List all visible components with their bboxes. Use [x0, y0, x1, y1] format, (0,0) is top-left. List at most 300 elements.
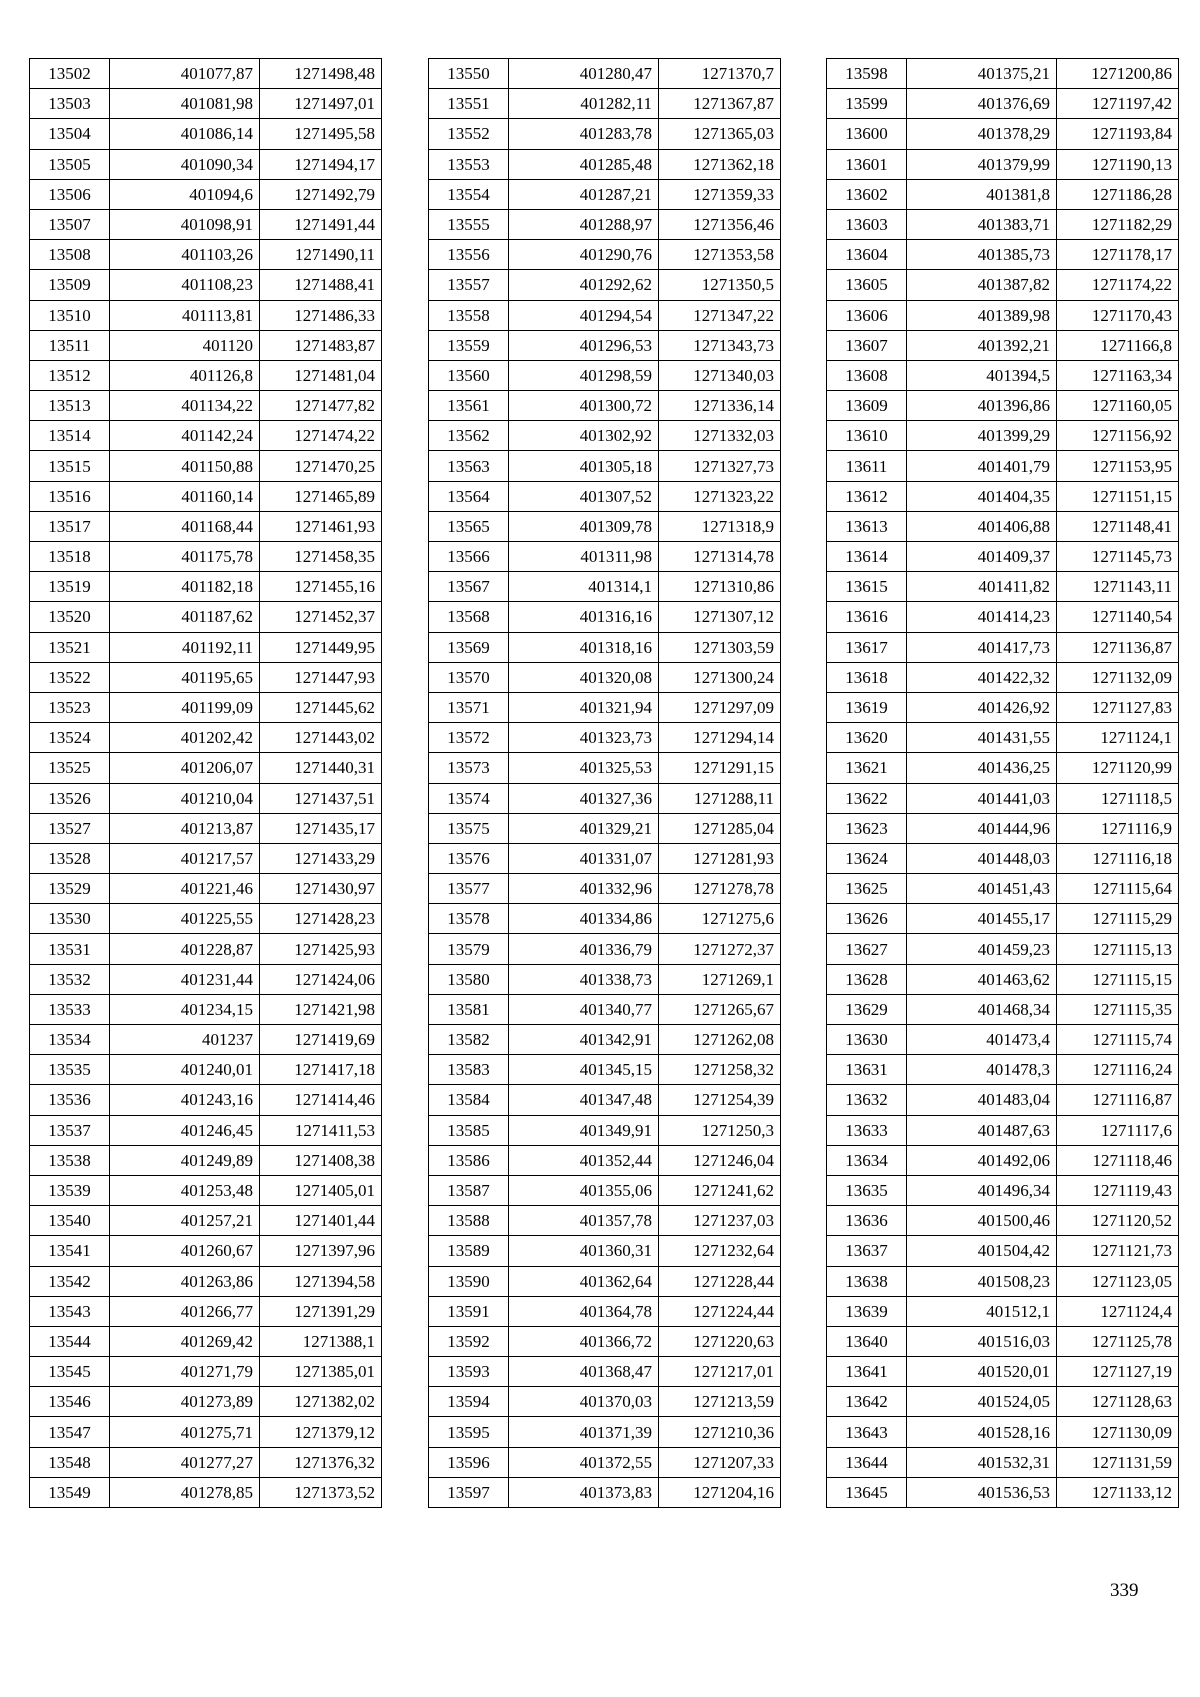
y-coordinate-cell: 1271217,01	[659, 1357, 781, 1387]
table-row	[30, 1236, 382, 1266]
x-coordinate-cell: 401459,23	[907, 934, 1057, 964]
y-coordinate-cell: 1271115,64	[1057, 874, 1179, 904]
y-coordinate-cell: 1271443,02	[260, 723, 382, 753]
x-coordinate-cell: 401168,44	[110, 511, 260, 541]
y-coordinate-cell: 1271118,46	[1057, 1145, 1179, 1175]
point-number-cell: 13577	[429, 874, 509, 904]
y-coordinate-cell: 1271124,4	[1057, 1296, 1179, 1326]
y-coordinate-cell: 1271310,86	[659, 572, 781, 602]
y-coordinate-cell: 1271153,95	[1057, 451, 1179, 481]
y-coordinate-cell: 1271132,09	[1057, 662, 1179, 692]
y-coordinate-cell: 1271373,52	[260, 1477, 382, 1507]
y-coordinate-cell: 1271421,98	[260, 994, 382, 1024]
x-coordinate-cell: 401210,04	[110, 783, 260, 813]
y-coordinate-cell: 1271494,17	[260, 149, 382, 179]
point-number-cell: 13521	[30, 632, 110, 662]
table-row	[30, 1266, 382, 1296]
point-number-cell: 13522	[30, 662, 110, 692]
table-row	[827, 1145, 1179, 1175]
y-coordinate-cell: 1271437,51	[260, 783, 382, 813]
point-number-cell: 13610	[827, 421, 907, 451]
x-coordinate-cell: 401362,64	[509, 1266, 659, 1296]
y-coordinate-cell: 1271447,93	[260, 662, 382, 692]
table-row	[827, 1477, 1179, 1507]
y-coordinate-cell: 1271347,22	[659, 300, 781, 330]
x-coordinate-cell: 401406,88	[907, 511, 1057, 541]
x-coordinate-cell: 401487,63	[907, 1115, 1057, 1145]
y-coordinate-cell: 1271455,16	[260, 572, 382, 602]
point-number-cell: 13645	[827, 1477, 907, 1507]
y-coordinate-cell: 1271133,12	[1057, 1477, 1179, 1507]
y-coordinate-cell: 1271160,05	[1057, 391, 1179, 421]
table-row	[30, 1055, 382, 1085]
x-coordinate-cell: 401392,21	[907, 330, 1057, 360]
point-number-cell: 13642	[827, 1387, 907, 1417]
x-coordinate-cell: 401160,14	[110, 481, 260, 511]
table-row	[429, 1296, 781, 1326]
x-coordinate-cell: 401237	[110, 1025, 260, 1055]
y-coordinate-cell: 1271272,37	[659, 934, 781, 964]
y-coordinate-cell: 1271417,18	[260, 1055, 382, 1085]
y-coordinate-cell: 1271307,12	[659, 602, 781, 632]
y-coordinate-cell: 1271116,9	[1057, 813, 1179, 843]
x-coordinate-cell: 401213,87	[110, 813, 260, 843]
y-coordinate-cell: 1271323,22	[659, 481, 781, 511]
y-coordinate-cell: 1271425,93	[260, 934, 382, 964]
y-coordinate-cell: 1271254,39	[659, 1085, 781, 1115]
x-coordinate-cell: 401532,31	[907, 1447, 1057, 1477]
table-row	[827, 330, 1179, 360]
point-number-cell: 13517	[30, 511, 110, 541]
table-row	[30, 511, 382, 541]
y-coordinate-cell: 1271186,28	[1057, 179, 1179, 209]
x-coordinate-cell: 401409,37	[907, 542, 1057, 572]
y-coordinate-cell: 1271182,29	[1057, 209, 1179, 239]
x-coordinate-cell: 401336,79	[509, 934, 659, 964]
x-coordinate-cell: 401273,89	[110, 1387, 260, 1417]
y-coordinate-cell: 1271288,11	[659, 783, 781, 813]
point-number-cell: 13541	[30, 1236, 110, 1266]
x-coordinate-cell: 401334,86	[509, 904, 659, 934]
point-number-cell: 13546	[30, 1387, 110, 1417]
point-number-cell: 13512	[30, 360, 110, 390]
y-coordinate-cell: 1271490,11	[260, 240, 382, 270]
x-coordinate-cell: 401175,78	[110, 542, 260, 572]
table-row	[30, 59, 382, 89]
x-coordinate-cell: 401329,21	[509, 813, 659, 843]
point-number-cell: 13585	[429, 1115, 509, 1145]
y-coordinate-cell: 1271405,01	[260, 1175, 382, 1205]
x-coordinate-cell: 401221,46	[110, 874, 260, 904]
table-row	[827, 270, 1179, 300]
table-row	[429, 451, 781, 481]
table-row	[827, 1206, 1179, 1236]
x-coordinate-cell: 401368,47	[509, 1357, 659, 1387]
y-coordinate-cell: 1271232,64	[659, 1236, 781, 1266]
table-row	[30, 572, 382, 602]
y-coordinate-cell: 1271151,15	[1057, 481, 1179, 511]
y-coordinate-cell: 1271445,62	[260, 692, 382, 722]
y-coordinate-cell: 1271474,22	[260, 421, 382, 451]
table-row	[429, 753, 781, 783]
point-number-cell: 13600	[827, 119, 907, 149]
y-coordinate-cell: 1271228,44	[659, 1266, 781, 1296]
point-number-cell: 13509	[30, 270, 110, 300]
y-coordinate-cell: 1271481,04	[260, 360, 382, 390]
point-number-cell: 13503	[30, 89, 110, 119]
table-row	[429, 813, 781, 843]
y-coordinate-cell: 1271262,08	[659, 1025, 781, 1055]
point-number-cell: 13518	[30, 542, 110, 572]
x-coordinate-cell: 401448,03	[907, 843, 1057, 873]
y-coordinate-cell: 1271265,67	[659, 994, 781, 1024]
table-row	[30, 874, 382, 904]
point-number-cell: 13573	[429, 753, 509, 783]
y-coordinate-cell: 1271197,42	[1057, 89, 1179, 119]
table-row	[429, 692, 781, 722]
y-coordinate-cell: 1271470,25	[260, 451, 382, 481]
point-number-cell: 13588	[429, 1206, 509, 1236]
point-number-cell: 13619	[827, 692, 907, 722]
table-row	[429, 632, 781, 662]
table-row	[827, 602, 1179, 632]
y-coordinate-cell: 1271115,15	[1057, 964, 1179, 994]
x-coordinate-cell: 401492,06	[907, 1145, 1057, 1175]
y-coordinate-cell: 1271314,78	[659, 542, 781, 572]
y-coordinate-cell: 1271128,63	[1057, 1387, 1179, 1417]
point-number-cell: 13578	[429, 904, 509, 934]
x-coordinate-cell: 401417,73	[907, 632, 1057, 662]
table-row	[827, 360, 1179, 390]
table-row	[30, 1417, 382, 1447]
x-coordinate-cell: 401266,77	[110, 1296, 260, 1326]
point-number-cell: 13572	[429, 723, 509, 753]
point-number-cell: 13566	[429, 542, 509, 572]
x-coordinate-cell: 401282,11	[509, 89, 659, 119]
x-coordinate-cell: 401347,48	[509, 1085, 659, 1115]
table-row	[429, 1085, 781, 1115]
point-number-cell: 13560	[429, 360, 509, 390]
table-row	[827, 1296, 1179, 1326]
y-coordinate-cell: 1271174,22	[1057, 270, 1179, 300]
x-coordinate-cell: 401260,67	[110, 1236, 260, 1266]
table-row	[429, 964, 781, 994]
y-coordinate-cell: 1271297,09	[659, 692, 781, 722]
table-row	[30, 209, 382, 239]
x-coordinate-cell: 401287,21	[509, 179, 659, 209]
y-coordinate-cell: 1271408,38	[260, 1145, 382, 1175]
table-row	[30, 451, 382, 481]
x-coordinate-cell: 401342,91	[509, 1025, 659, 1055]
table-row	[30, 994, 382, 1024]
y-coordinate-cell: 1271116,87	[1057, 1085, 1179, 1115]
x-coordinate-cell: 401081,98	[110, 89, 260, 119]
coordinate-table-3	[826, 58, 1179, 1508]
table-row	[429, 1387, 781, 1417]
y-coordinate-cell: 1271156,92	[1057, 421, 1179, 451]
x-coordinate-cell: 401338,73	[509, 964, 659, 994]
table-row	[429, 179, 781, 209]
y-coordinate-cell: 1271278,78	[659, 874, 781, 904]
table-row	[429, 1115, 781, 1145]
y-coordinate-cell: 1271130,09	[1057, 1417, 1179, 1447]
point-number-cell: 13570	[429, 662, 509, 692]
point-number-cell: 13589	[429, 1236, 509, 1266]
x-coordinate-cell: 401381,8	[907, 179, 1057, 209]
x-coordinate-cell: 401290,76	[509, 240, 659, 270]
y-coordinate-cell: 1271397,96	[260, 1236, 382, 1266]
x-coordinate-cell: 401305,18	[509, 451, 659, 481]
table-row	[827, 904, 1179, 934]
x-coordinate-cell: 401225,55	[110, 904, 260, 934]
page-number: 339	[1110, 1580, 1139, 1601]
y-coordinate-cell: 1271125,78	[1057, 1326, 1179, 1356]
y-coordinate-cell: 1271143,11	[1057, 572, 1179, 602]
y-coordinate-cell: 1271116,24	[1057, 1055, 1179, 1085]
y-coordinate-cell: 1271148,41	[1057, 511, 1179, 541]
point-number-cell: 13508	[30, 240, 110, 270]
table-row	[827, 1115, 1179, 1145]
x-coordinate-cell: 401340,77	[509, 994, 659, 1024]
point-number-cell: 13524	[30, 723, 110, 753]
point-number-cell: 13616	[827, 602, 907, 632]
table-row	[429, 1266, 781, 1296]
point-number-cell: 13575	[429, 813, 509, 843]
x-coordinate-cell: 401285,48	[509, 149, 659, 179]
x-coordinate-cell: 401307,52	[509, 481, 659, 511]
y-coordinate-cell: 1271340,03	[659, 360, 781, 390]
table-row	[429, 904, 781, 934]
table-row	[429, 1357, 781, 1387]
table-row	[827, 1236, 1179, 1266]
y-coordinate-cell: 1271120,52	[1057, 1206, 1179, 1236]
point-number-cell: 13525	[30, 753, 110, 783]
point-number-cell: 13581	[429, 994, 509, 1024]
y-coordinate-cell: 1271465,89	[260, 481, 382, 511]
point-number-cell: 13507	[30, 209, 110, 239]
table-row	[827, 1266, 1179, 1296]
y-coordinate-cell: 1271300,24	[659, 662, 781, 692]
point-number-cell: 13583	[429, 1055, 509, 1085]
x-coordinate-cell: 401357,78	[509, 1206, 659, 1236]
table-row	[30, 904, 382, 934]
x-coordinate-cell: 401113,81	[110, 300, 260, 330]
y-coordinate-cell: 1271433,29	[260, 843, 382, 873]
x-coordinate-cell: 401375,21	[907, 59, 1057, 89]
y-coordinate-cell: 1271220,63	[659, 1326, 781, 1356]
table-row	[30, 1025, 382, 1055]
x-coordinate-cell: 401275,71	[110, 1417, 260, 1447]
x-coordinate-cell: 401263,86	[110, 1266, 260, 1296]
x-coordinate-cell: 401376,69	[907, 89, 1057, 119]
table-row	[30, 421, 382, 451]
point-number-cell: 13624	[827, 843, 907, 873]
point-number-cell: 13550	[429, 59, 509, 89]
table-row	[30, 542, 382, 572]
x-coordinate-cell: 401292,62	[509, 270, 659, 300]
point-number-cell: 13626	[827, 904, 907, 934]
table-row	[30, 240, 382, 270]
y-coordinate-cell: 1271327,73	[659, 451, 781, 481]
y-coordinate-cell: 1271382,02	[260, 1387, 382, 1417]
point-number-cell: 13574	[429, 783, 509, 813]
table-row	[429, 874, 781, 904]
y-coordinate-cell: 1271124,1	[1057, 723, 1179, 753]
x-coordinate-cell: 401473,4	[907, 1025, 1057, 1055]
x-coordinate-cell: 401327,36	[509, 783, 659, 813]
table-row	[429, 1417, 781, 1447]
point-number-cell: 13598	[827, 59, 907, 89]
point-number-cell: 13615	[827, 572, 907, 602]
table-row	[827, 149, 1179, 179]
point-number-cell: 13580	[429, 964, 509, 994]
table-row	[429, 994, 781, 1024]
y-coordinate-cell: 1271370,7	[659, 59, 781, 89]
point-number-cell: 13515	[30, 451, 110, 481]
table-row	[30, 934, 382, 964]
table-row	[30, 964, 382, 994]
table-row	[827, 723, 1179, 753]
table-row	[30, 813, 382, 843]
y-coordinate-cell: 1271115,29	[1057, 904, 1179, 934]
point-number-cell: 13544	[30, 1326, 110, 1356]
y-coordinate-cell: 1271275,6	[659, 904, 781, 934]
point-number-cell: 13639	[827, 1296, 907, 1326]
x-coordinate-cell: 401234,15	[110, 994, 260, 1024]
point-number-cell: 13540	[30, 1206, 110, 1236]
x-coordinate-cell: 401364,78	[509, 1296, 659, 1326]
y-coordinate-cell: 1271166,8	[1057, 330, 1179, 360]
point-number-cell: 13591	[429, 1296, 509, 1326]
table-row	[827, 1175, 1179, 1205]
point-number-cell: 13627	[827, 934, 907, 964]
x-coordinate-cell: 401300,72	[509, 391, 659, 421]
table-row	[30, 149, 382, 179]
y-coordinate-cell: 1271343,73	[659, 330, 781, 360]
x-coordinate-cell: 401404,35	[907, 481, 1057, 511]
y-coordinate-cell: 1271115,13	[1057, 934, 1179, 964]
point-number-cell: 13561	[429, 391, 509, 421]
table-row	[827, 632, 1179, 662]
x-coordinate-cell: 401296,53	[509, 330, 659, 360]
x-coordinate-cell: 401283,78	[509, 119, 659, 149]
y-coordinate-cell: 1271246,04	[659, 1145, 781, 1175]
point-number-cell: 13636	[827, 1206, 907, 1236]
x-coordinate-cell: 401426,92	[907, 692, 1057, 722]
point-number-cell: 13622	[827, 783, 907, 813]
table-row	[827, 874, 1179, 904]
y-coordinate-cell: 1271116,18	[1057, 843, 1179, 873]
y-coordinate-cell: 1271136,87	[1057, 632, 1179, 662]
table-row	[827, 753, 1179, 783]
x-coordinate-cell: 401360,31	[509, 1236, 659, 1266]
y-coordinate-cell: 1271237,03	[659, 1206, 781, 1236]
point-number-cell: 13632	[827, 1085, 907, 1115]
point-number-cell: 13554	[429, 179, 509, 209]
table-row	[429, 421, 781, 451]
point-number-cell: 13538	[30, 1145, 110, 1175]
point-number-cell: 13620	[827, 723, 907, 753]
table-row	[429, 511, 781, 541]
x-coordinate-cell: 401352,44	[509, 1145, 659, 1175]
table-row	[429, 934, 781, 964]
table-row	[30, 270, 382, 300]
table-row	[30, 1326, 382, 1356]
x-coordinate-cell: 401278,85	[110, 1477, 260, 1507]
x-coordinate-cell: 401345,15	[509, 1055, 659, 1085]
x-coordinate-cell: 401385,73	[907, 240, 1057, 270]
y-coordinate-cell: 1271131,59	[1057, 1447, 1179, 1477]
table-row	[827, 511, 1179, 541]
x-coordinate-cell: 401455,17	[907, 904, 1057, 934]
table-row	[429, 330, 781, 360]
point-number-cell: 13571	[429, 692, 509, 722]
x-coordinate-cell: 401536,53	[907, 1477, 1057, 1507]
table-row	[429, 1055, 781, 1085]
y-coordinate-cell: 1271193,84	[1057, 119, 1179, 149]
y-coordinate-cell: 1271414,46	[260, 1085, 382, 1115]
y-coordinate-cell: 1271200,86	[1057, 59, 1179, 89]
table-row	[827, 1055, 1179, 1085]
table-row	[429, 1175, 781, 1205]
x-coordinate-cell: 401231,44	[110, 964, 260, 994]
x-coordinate-cell: 401478,3	[907, 1055, 1057, 1085]
x-coordinate-cell: 401271,79	[110, 1357, 260, 1387]
x-coordinate-cell: 401277,27	[110, 1447, 260, 1477]
y-coordinate-cell: 1271117,6	[1057, 1115, 1179, 1145]
x-coordinate-cell: 401120	[110, 330, 260, 360]
y-coordinate-cell: 1271424,06	[260, 964, 382, 994]
y-coordinate-cell: 1271332,03	[659, 421, 781, 451]
y-coordinate-cell: 1271127,83	[1057, 692, 1179, 722]
x-coordinate-cell: 401370,03	[509, 1387, 659, 1417]
point-number-cell: 13565	[429, 511, 509, 541]
table-row	[30, 843, 382, 873]
table-row	[827, 843, 1179, 873]
point-number-cell: 13586	[429, 1145, 509, 1175]
table-row	[827, 179, 1179, 209]
x-coordinate-cell: 401243,16	[110, 1085, 260, 1115]
x-coordinate-cell: 401314,1	[509, 572, 659, 602]
table-row	[429, 300, 781, 330]
table-row	[827, 1025, 1179, 1055]
point-number-cell: 13563	[429, 451, 509, 481]
point-number-cell: 13569	[429, 632, 509, 662]
x-coordinate-cell: 401512,1	[907, 1296, 1057, 1326]
x-coordinate-cell: 401202,42	[110, 723, 260, 753]
point-number-cell: 13640	[827, 1326, 907, 1356]
point-number-cell: 13542	[30, 1266, 110, 1296]
table-row	[30, 1085, 382, 1115]
x-coordinate-cell: 401246,45	[110, 1115, 260, 1145]
point-number-cell: 13629	[827, 994, 907, 1024]
table-row	[30, 1206, 382, 1236]
table-row	[30, 1447, 382, 1477]
y-coordinate-cell: 1271461,93	[260, 511, 382, 541]
x-coordinate-cell: 401321,94	[509, 692, 659, 722]
x-coordinate-cell: 401483,04	[907, 1085, 1057, 1115]
x-coordinate-cell: 401108,23	[110, 270, 260, 300]
point-number-cell: 13557	[429, 270, 509, 300]
point-number-cell: 13513	[30, 391, 110, 421]
x-coordinate-cell: 401098,91	[110, 209, 260, 239]
x-coordinate-cell: 401150,88	[110, 451, 260, 481]
x-coordinate-cell: 401217,57	[110, 843, 260, 873]
table-row	[827, 1447, 1179, 1477]
x-coordinate-cell: 401332,96	[509, 874, 659, 904]
table-row	[30, 602, 382, 632]
table-row	[429, 723, 781, 753]
